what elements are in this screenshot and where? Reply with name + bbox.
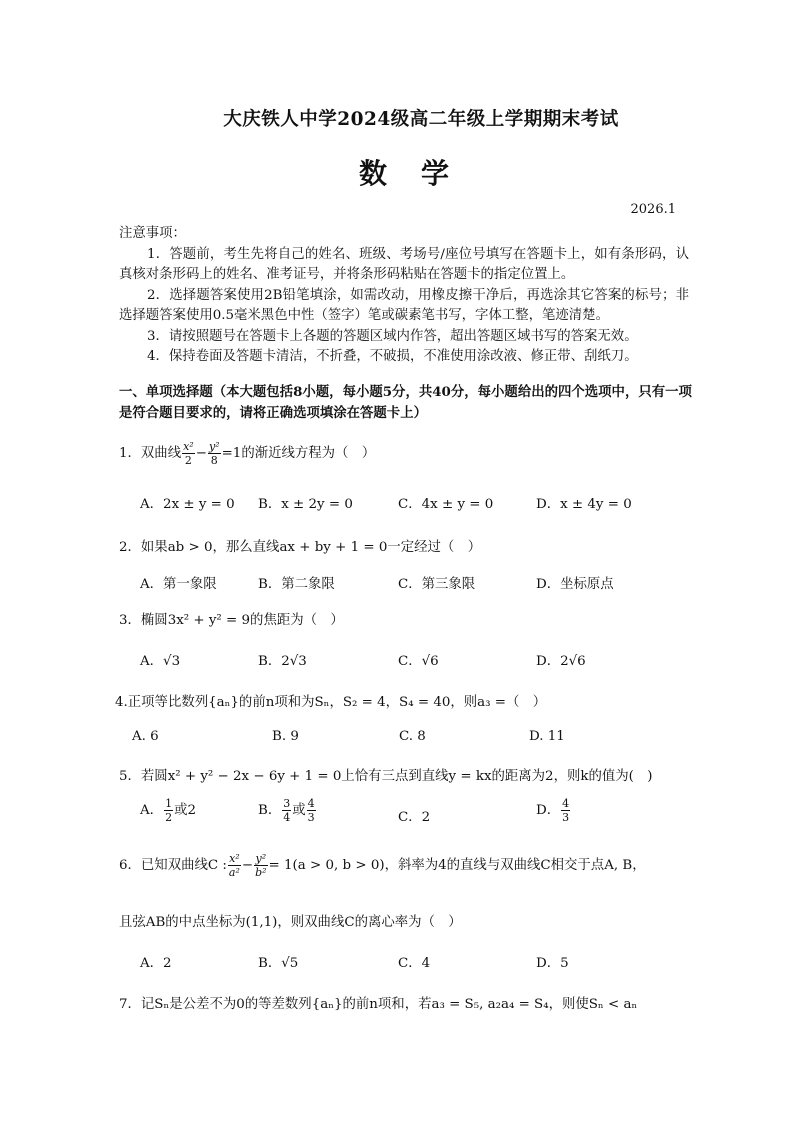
q1-option-c: C．4x ± y = 0	[398, 497, 494, 512]
q5-b-denominator-1: 4	[283, 811, 291, 824]
q1-denominator-8: 8	[210, 454, 218, 467]
q5-option-c: C．2	[398, 810, 431, 825]
q1-equals-one: =1	[221, 446, 242, 461]
q1-minus: −	[195, 446, 207, 461]
q1-option-a: A．2x ± y = 0	[140, 497, 235, 512]
q5-option-b-or: 或	[292, 803, 306, 818]
q6-numerator-y: y²	[255, 852, 267, 865]
q6-stem-rest: = 1(a > 0, b > 0)，斜率为4的直线与双曲线C相交于点A, B，	[268, 858, 646, 873]
q5-a-numerator: 1	[165, 797, 173, 810]
q6-option-b: B．√5	[258, 956, 299, 971]
q1-denominator-2: 2	[184, 454, 192, 467]
question-1-stem	[119, 440, 375, 467]
q5-option-a-label: A．	[140, 803, 164, 818]
q6-prefix: 6．已知双曲线C :	[119, 858, 227, 873]
q3-option-c: C．√6	[398, 654, 439, 669]
q5-option-d-label: D．	[536, 803, 561, 818]
q5-option-a-fraction	[164, 797, 173, 824]
q2-option-c: C．第三象限	[398, 577, 476, 592]
notes-block	[119, 224, 689, 368]
subject-title: 数学	[358, 157, 483, 190]
q6-minus: −	[241, 858, 254, 873]
q5-option-b-fraction-2	[307, 797, 316, 824]
q2-option-b: B．第二象限	[258, 577, 335, 592]
q6-option-a: A．2	[140, 956, 172, 971]
q6-denominator-a: a²	[228, 866, 240, 879]
q4-option-d: D. 11	[529, 729, 565, 744]
note-item: 2．选择题答案使用2B铅笔填涂，如需改动，用橡皮擦干净后，再选涂其它答案的标号；非选择题答案使用0.5毫米黑色中性（签字）笔或碳素笔书写，字体工整，笔迹清楚。	[119, 287, 689, 323]
question-4-stem: 4.正项等比数列{aₙ}的前n项和为Sₙ，S₂ = 4，S₄ = 40，则a₃ =（ ）	[115, 695, 547, 710]
q6-denominator-b: b²	[255, 866, 267, 879]
q3-option-b: B．2√3	[258, 654, 307, 669]
note-item: 3．请按照题号在答题卡上各题的答题区域内作答，超出答题区域书写的答案无效。	[147, 328, 638, 344]
question-6-stem	[119, 852, 646, 879]
q6-numerator-x: x²	[229, 852, 240, 865]
q1-option-d: D．x ± 4y = 0	[536, 497, 632, 512]
q5-option-a-tail: 或2	[174, 803, 196, 818]
q5-b-numerator-1: 3	[283, 797, 291, 810]
q5-option-b-label: B．	[258, 803, 282, 818]
q3-option-a: A．√3	[140, 654, 181, 669]
question-3-stem: 3．椭圆3x² + y² = 9的焦距为（ ）	[119, 613, 344, 628]
q5-option-d	[536, 797, 571, 824]
q1-fraction-y	[208, 440, 221, 467]
q5-d-denominator: 3	[562, 811, 570, 824]
q6-option-c: C．4	[398, 956, 431, 971]
note-item: 4．保持卷面及答题卡清洁，不折叠，不破损，不准使用涂改液、修正带、刮纸刀。	[147, 349, 638, 364]
question-2-stem: 2．如果ab > 0，那么直线ax + by + 1 = 0一定经过（ ）	[119, 540, 482, 555]
question-6-line-2: 且弦AB的中点坐标为(1,1)，则双曲线C的离心率为（ ）	[119, 915, 462, 930]
question-5-stem: 5．若圆x² + y² − 2x − 6y + 1 = 0上恰有三点到直线y = kx的距离为2，则k的值为( )	[119, 769, 653, 784]
q1-prefix: 1．双曲线	[119, 446, 182, 461]
q4-option-a: A. 6	[132, 729, 159, 744]
q5-b-denominator-2: 3	[307, 811, 315, 824]
q2-option-a: A．第一象限	[140, 577, 217, 592]
q1-suffix: 的渐近线方程为（ ）	[241, 446, 376, 461]
q2-option-d: D．坐标原点	[536, 577, 614, 592]
q5-option-a	[140, 797, 196, 824]
q3-option-d: D．2√6	[536, 654, 586, 669]
q5-option-b-fraction-1	[282, 797, 291, 824]
q1-numerator-y: y²	[208, 440, 220, 453]
q1-numerator-x: x²	[183, 440, 194, 453]
q5-d-numerator: 4	[562, 797, 570, 810]
question-7-stem: 7．记Sₙ是公差不为0的等差数列{aₙ}的前n项和，若a₃ = S₅, a₂a₄ = S₄，则使Sₙ < aₙ	[119, 997, 638, 1012]
q1-fraction-x	[182, 440, 195, 467]
exam-title: 大庆铁人中学2024级高二年级上学期期末考试	[223, 109, 619, 130]
q5-a-denominator: 2	[165, 811, 173, 824]
section-heading: 一、单项选择题（本大题包括8小题，每小题5分，共40分，每小题给出的四个选项中，只有一项是符合题目要求的，请将正确选项填涂在答题卡上）	[119, 384, 692, 421]
q4-option-b: B. 9	[272, 729, 299, 744]
q6-fraction-x	[228, 852, 241, 879]
notes-heading: 注意事项：	[119, 226, 186, 241]
q1-option-b: B．x ± 2y = 0	[258, 497, 353, 512]
q4-option-c: C. 8	[399, 729, 426, 744]
exam-date: 2026.1	[630, 202, 676, 217]
q5-option-d-fraction	[561, 797, 570, 824]
q6-fraction-y	[254, 852, 267, 879]
q5-option-b	[258, 797, 317, 824]
q6-option-d: D．5	[536, 956, 569, 971]
note-item: 1．答题前，考生先将自己的姓名、班级、考场号/座位号填写在答题卡上，如有条形码，认真核对条形码上的姓名、准考证号，并将条形码粘贴在答题卡的指定位置上。	[119, 246, 689, 282]
q5-b-numerator-2: 4	[307, 797, 315, 810]
